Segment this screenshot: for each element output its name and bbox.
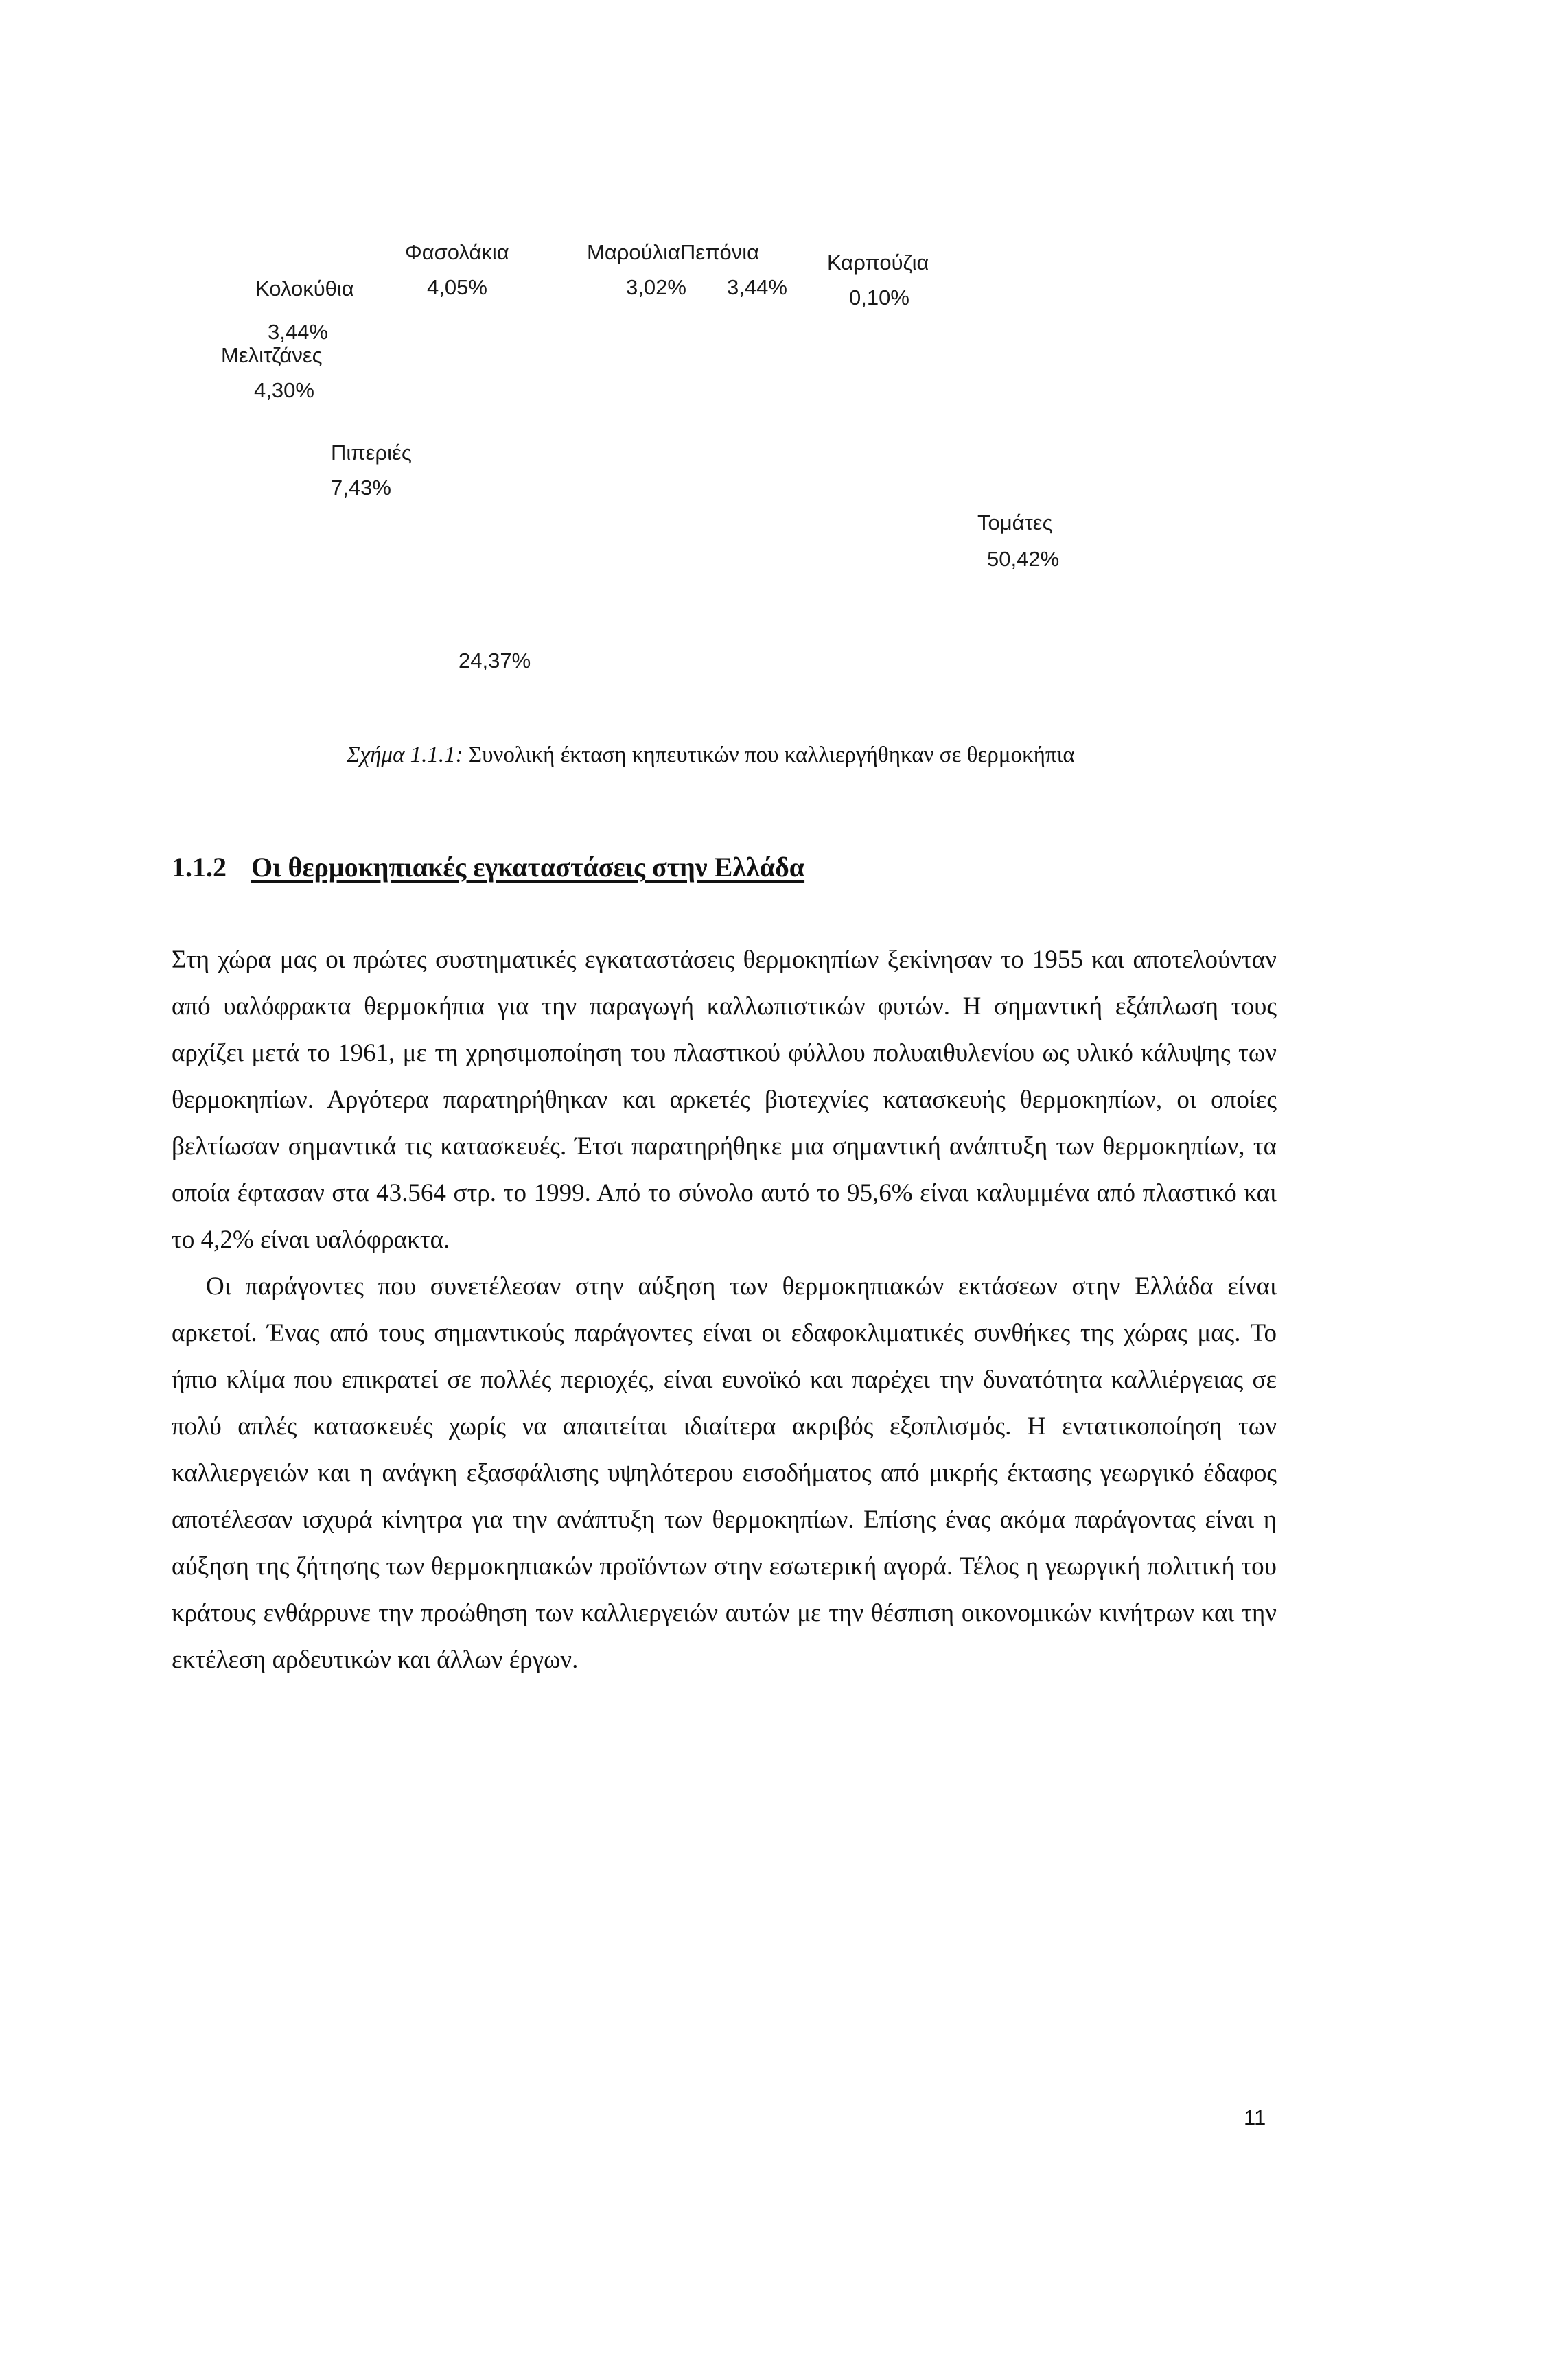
caption-label: Σχήμα 1.1.1: [347, 743, 463, 767]
figure-caption [347, 743, 1075, 768]
pie-label-karpouzia [827, 250, 929, 275]
section-heading [172, 851, 804, 883]
pie-label-value: 0,10% [849, 285, 909, 310]
pie-label-name: Πιπεριές [331, 441, 412, 465]
pie-label-name: Μελιτζάνες [221, 343, 323, 367]
pie-value-fasolakia [427, 275, 487, 300]
pie-chart [0, 0, 1543, 700]
pie-label-value: 4,30% [254, 378, 314, 402]
pie-label-name: Πεπόνια [680, 240, 760, 264]
pie-label-value: 7,43% [331, 476, 391, 500]
section-title: Οι θερμοκηπιακές εγκαταστάσεις στην Ελλάδα [251, 852, 805, 883]
pie-label-value: 3,44% [268, 320, 328, 344]
pie-label-fasolakia [405, 240, 509, 265]
pie-label-piperies [331, 441, 412, 465]
paragraph: Στη χώρα μας οι πρώτες συστηματικές εγκαταστάσεις θερμοκηπίων ξεκίνησαν το 1955 και αποτελούνταν από υαλόφρακτα θερμοκήπια για την παραγωγή καλλωπιστικών φυτών. Η σημαντική εξάπλωση τους αρχίζει μετά το 1961, με τη χρησιμοποίηση του πλαστικού φύλλου πολυαιθυλενίου ως υλικό κάλυψης των θερμοκηπίων. Αργότερα παρατηρήθηκαν και αρκετές βιοτεχνίες κατασκευής θερμοκηπίων, οι οποίες βελτίωσαν σημαντικά τις κατασκευές. Έτσι παρατηρήθηκε μια σημαντική ανάπτυξη των θερμοκηπίων, τα οποία έφτασαν στα 43.564 στρ. το 1999. Από το σύνολο αυτό το 95,6% είναι καλυμμένα από πλαστικό και το 4,2% είναι υαλόφρακτα. [172, 946, 1277, 1254]
pie-label-name: Τομάτες [977, 511, 1053, 535]
pie-label-value: 3,02% [626, 275, 686, 299]
pie-value-unlabeled [459, 649, 531, 673]
paragraph: Οι παράγοντες που συνετέλεσαν στην αύξηση των θερμοκηπιακών εκτάσεων στην Ελλάδα είναι αρκετοί. Ένας από τους σημαντικούς παράγοντες είναι οι εδαφοκλιματικές συνθήκες της χώρας μας. Το ήπιο κλίμα που επικρατεί σε πολλές περιοχές, είναι ευνοϊκό και παρέχει την δυνατότητα καλλιέργειας σε πολύ απλές κατασκευές χωρίς να απαιτείται ιδιαίτερα ακριβός εξοπλισμός. Η εντατικοποίηση των καλλιεργειών και η ανάγκη εξασφάλισης υψηλότερου εισοδήματος από μικρής έκτασης γεωργικό έδαφος αποτέλεσαν ισχυρά κίνητρα για την ανάπτυξη των θερμοκηπίων. Επίσης ένας ακόμα παράγοντας είναι η αύξηση της ζήτησης των θερμοκηπιακών προϊόντων στην εσωτερική αγορά. Τέλος η γεωργική πολιτική του κράτους ενθάρρυνε την προώθηση των καλλιεργειών αυτών με την θέσπιση οικονομικών κινήτρων και την εκτέλεση αρδευτικών και άλλων έργων. [172, 1272, 1277, 1674]
pie-value-karpouzia [849, 285, 909, 310]
pie-label-value: 3,44% [727, 275, 787, 299]
pie-value-piperies [331, 476, 391, 500]
pie-label-name: Καρπούζια [827, 250, 929, 275]
pie-value-maroulia [626, 275, 686, 300]
pie-label-value: 50,42% [987, 547, 1060, 571]
pie-value-kolokythia [268, 320, 328, 345]
pie-label-value: 4,05% [427, 275, 487, 299]
pie-label-name: Κολοκύθια [255, 277, 354, 301]
pie-value-peponia [727, 275, 787, 300]
pie-label-value: 24,37% [459, 649, 531, 673]
pie-label-name: Μαρούλια [587, 240, 680, 264]
section-number: 1.1.2 [172, 852, 227, 883]
pie-label-tomates [977, 511, 1053, 535]
pie-label-melitzanes [221, 343, 323, 368]
pie-label-name: Φασολάκια [405, 240, 509, 264]
page-number: 11 [1244, 2105, 1266, 2130]
pie-value-melitzanes [254, 378, 314, 403]
pie-value-tomates [987, 547, 1059, 572]
pie-label-maroulia-peponia [587, 240, 759, 265]
pie-label-kolokythia [255, 277, 354, 301]
caption-text: Συνολική έκταση κηπευτικών που καλλιεργήθηκαν σε θερμοκήπια [468, 743, 1075, 767]
body-text [172, 937, 1277, 1683]
